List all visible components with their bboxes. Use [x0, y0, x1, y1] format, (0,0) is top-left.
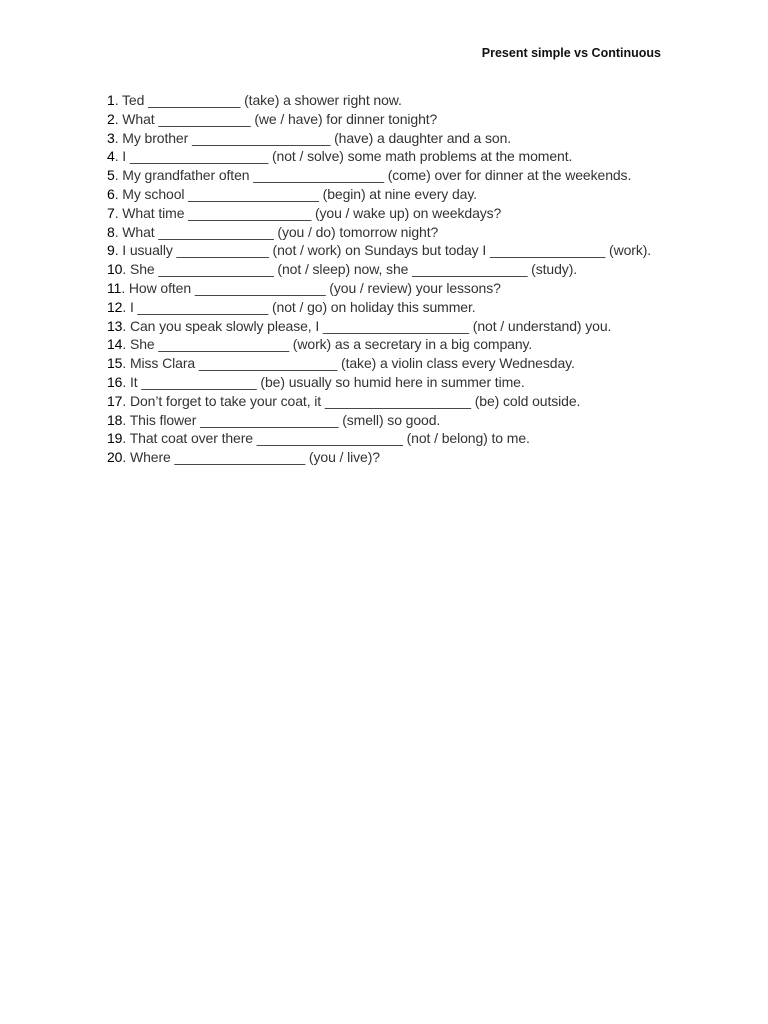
exercise-number: 19: [107, 430, 123, 447]
exercise-item: [107, 429, 667, 448]
exercise-item: [107, 298, 667, 317]
exercise-text: . What _______________ (you / do) tomorrow night?: [114, 223, 439, 240]
exercise-item: [107, 373, 667, 392]
exercise-text: . My school _________________ (begin) at nine every day.: [114, 185, 477, 202]
exercise-number: 7: [107, 204, 115, 221]
exercise-item: [107, 91, 667, 110]
exercise-item: [107, 147, 667, 166]
exercise-number: 18: [107, 411, 123, 428]
exercise-text: . I usually ____________ (not / work) on Sundays but today I _______________ (work).: [114, 242, 652, 259]
exercise-text: . My grandfather often _________________ (come) over for dinner at the weekends.: [114, 167, 632, 184]
exercise-list: [107, 91, 667, 467]
exercise-number: 6: [107, 185, 115, 202]
exercise-number: 15: [107, 355, 123, 372]
exercise-item: [107, 335, 667, 354]
page-title: Present simple vs Continuous: [481, 46, 661, 60]
exercise-item: [107, 448, 667, 467]
exercise-item: [107, 204, 667, 223]
exercise-number: 3: [107, 129, 115, 146]
exercise-text: . Ted ____________ (take) a shower right now.: [114, 92, 402, 108]
exercise-text: . How often _________________ (you / review) your lessons?: [121, 279, 501, 296]
exercise-item: [107, 241, 667, 260]
exercise-item: [107, 392, 667, 411]
exercise-number: 13: [107, 317, 123, 334]
exercise-text: . Can you speak slowly please, I ___________________ (not / understand) you.: [122, 317, 612, 334]
exercise-text: . That coat over there ___________________ (not / belong) to me.: [122, 430, 530, 447]
exercise-number: 16: [107, 373, 123, 390]
exercise-item: [107, 260, 667, 279]
exercise-item: [107, 317, 667, 336]
exercise-number: 5: [107, 167, 115, 184]
exercise-number: 4: [107, 148, 115, 165]
exercise-number: 12: [107, 298, 123, 315]
exercise-number: 1: [107, 92, 115, 108]
exercise-item: [107, 110, 667, 129]
exercise-item: [107, 185, 667, 204]
exercise-text: . Where _________________ (you / live)?: [122, 449, 380, 466]
exercise-number: 14: [107, 336, 123, 353]
exercise-text: . I _________________ (not / go) on holiday this summer.: [122, 298, 476, 315]
exercise-item: [107, 279, 667, 298]
exercise-number: 8: [107, 223, 115, 240]
exercise-text: . She _______________ (not / sleep) now, she _______________ (study).: [122, 261, 578, 278]
exercise-item: [107, 223, 667, 242]
exercise-number: 17: [107, 392, 123, 409]
exercise-item: [107, 129, 667, 148]
exercise-text: . What ____________ (we / have) for dinner tonight?: [114, 110, 438, 127]
exercise-text: . My brother __________________ (have) a daughter and a son.: [114, 129, 512, 146]
exercise-number: 9: [107, 242, 115, 259]
exercise-text: . Don’t forget to take your coat, it ___________________ (be) cold outside.: [122, 392, 581, 409]
exercise-number: 10: [107, 261, 123, 278]
exercise-number: 11: [107, 279, 122, 296]
exercise-text: . This flower __________________ (smell) so good.: [122, 411, 441, 428]
exercise-item: [107, 411, 667, 430]
exercise-number: 20: [107, 449, 123, 466]
exercise-text: . It _______________ (be) usually so humid here in summer time.: [122, 373, 525, 390]
exercise-text: . Miss Clara __________________ (take) a violin class every Wednesday.: [122, 355, 575, 372]
exercise-text: . What time ________________ (you / wake up) on weekdays?: [114, 204, 502, 221]
exercise-item: [107, 354, 667, 373]
exercise-item: [107, 166, 667, 185]
exercise-number: 2: [107, 110, 115, 127]
exercise-text: . She _________________ (work) as a secretary in a big company.: [122, 336, 533, 353]
exercise-text: . I __________________ (not / solve) some math problems at the moment.: [114, 148, 573, 165]
